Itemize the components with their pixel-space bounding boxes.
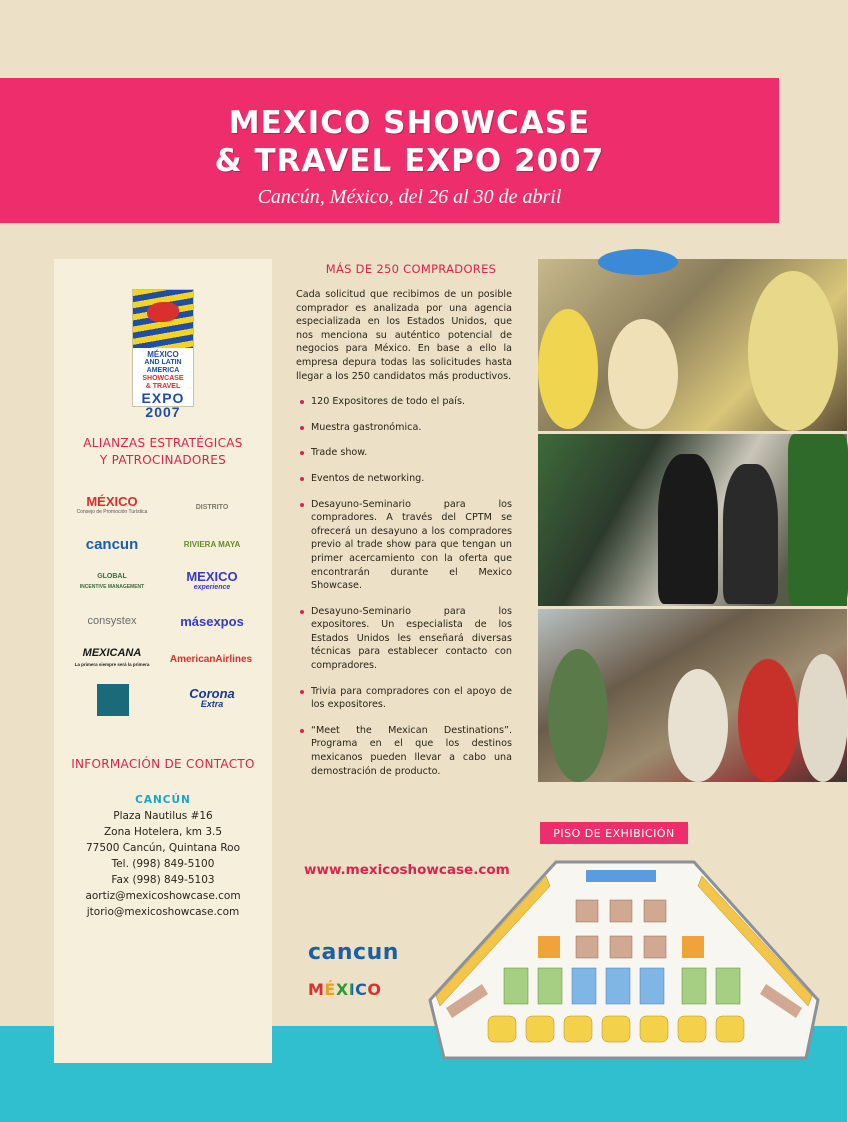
expo-logo-waves [133,290,193,348]
photo-figure [668,669,728,782]
sponsor-name: DISTRITO [195,503,229,511]
list-item: “Meet the Mexican Destinations”. Programa en el que los destinos mexicanos pueden llevar a cabo una demostración de producto. [296,724,512,778]
expo-logo-text: MÉXICO [147,350,179,359]
sidebar-panel [54,259,272,1063]
booth [602,1016,630,1042]
expo-logo-text: SHOWCASE [142,375,184,382]
booth [682,968,706,1004]
booth [576,936,598,958]
photo-figure [608,319,678,429]
booth [488,1016,516,1042]
expo-photo-presentation [538,434,847,606]
expo-photo-crowd [538,609,847,782]
cancun-logo [308,940,399,965]
list-item: Desayuno-Seminario para los compradores. A través del CPTM se ofrecerá un desayuno a los compradores previo al trade show para que tengan un primer acercamiento con la oferta que encontrarán durante el Mexico Showcase. [296,498,512,593]
sponsor-sub: experience [193,584,231,591]
sponsor-sub: La primera siempre será la primera [74,662,150,667]
sponsor-name: MEXICANA [82,647,142,659]
photo-figure [723,464,778,604]
alliances-heading-line: Y PATROCINADORES [99,453,227,467]
banner-title-line2: & TRAVEL EXPO 2007 [214,143,605,179]
expo-logo-text: AND LATIN AMERICA [144,359,182,374]
photo-plant [788,434,848,606]
booth [538,936,560,958]
sponsor-logo [172,606,252,636]
contact-fax: Fax (998) 849-5103 [111,874,215,886]
booth [682,936,704,958]
sponsor-name: MÉXICO [86,494,138,509]
mexico-logo-text: MÉXICO [308,980,382,999]
sponsor-logo [172,492,252,522]
booth [644,900,666,922]
list-item: Trivia para compradores con el apoyo de los expositores. [296,685,512,712]
booth-group [488,1016,744,1042]
website-link[interactable]: www.mexicoshowcase.com [304,862,510,878]
photo-figure [658,454,718,604]
booth [526,1016,554,1042]
floor-plan-diagram [426,856,823,1068]
sponsor-logo [172,567,252,597]
alliances-heading-line: ALIANZAS ESTRATÉGICAS [83,436,243,450]
contact-address: Zona Hotelera, km 3.5 [103,826,223,838]
mexico-logo [308,980,381,999]
sponsor-logo [172,529,252,559]
main-column [296,259,512,790]
photo-figure [738,659,798,782]
sponsor-name: másexpos [180,613,244,629]
sponsor-logo [172,684,252,714]
sponsor-name: RIVIERA MAYA [183,539,241,549]
contact-city: CANCÚN [135,794,191,806]
booth [504,968,528,1004]
sponsor-logo [97,684,129,716]
list-item: Trade show. [296,446,512,460]
sponsor-logo [72,644,152,674]
expo-logo-text: 2007 [145,404,181,420]
sponsor-name: AmericanAirlines [169,653,253,665]
sponsor-logo [72,529,152,559]
contact-email[interactable]: jtorio@mexicoshowcase.com [86,906,240,918]
booth [610,900,632,922]
title-banner [0,78,779,223]
sponsor-logo [164,644,258,674]
banner-title-line1: MEXICO SHOWCASE [228,105,591,141]
booth [640,968,664,1004]
sponsor-name: MEXICO [186,569,238,584]
list-item: 120 Expositores de todo el país. [296,395,512,409]
contact-info [54,792,272,920]
booth [564,1016,592,1042]
photo-figure [538,309,598,429]
contact-address: Plaza Nautilus #16 [113,810,213,822]
booth [640,1016,668,1042]
sponsor-logo [72,492,152,522]
booth [606,968,630,1004]
sponsor-name: GLOBAL [97,573,127,580]
floor-plan-label: PISO DE EXHIBICIÓN [540,822,688,844]
sponsor-name: cancun [85,535,139,553]
sponsor-name: consystex [87,614,137,627]
photo-figure [798,654,848,782]
booth [716,1016,744,1042]
booth [678,1016,706,1042]
sponsor-sub: Consejo de Promoción Turística [76,509,148,515]
booth [538,968,562,1004]
list-item: Muestra gastronómica. [296,421,512,435]
booth [644,936,666,958]
buyers-heading: MÁS DE 250 COMPRADORES [325,262,497,276]
intro-paragraph: Cada solicitud que recibimos de un posible comprador es analizada por una agencia especializada en los Estados Unidos, que nos menciona su auténtico potencial de negocios para México. En base a ello la empresa depura todas las solicitudes hasta llegar a los 250 candidatos más productivos. [296,289,512,382]
sponsor-name: Corona [189,686,235,701]
banner-subtitle: Cancún, México, del 26 al 30 de abril [257,186,562,208]
photo-figure [548,649,608,782]
list-item: Desayuno-Seminario para los expositores. Un especialista de los Estados Unidos les enseñará diversas técnicas para establecer contacto con compradores. [296,605,512,673]
contact-heading: INFORMACIÓN DE CONTACTO [71,757,255,771]
expo-logo-text: & TRAVEL [145,383,181,390]
contact-email[interactable]: aortiz@mexicoshowcase.com [85,890,241,902]
expo-logo [132,289,194,420]
photo-balloon [598,249,678,275]
sponsor-sub: INCENTIVE MANAGEMENT [79,584,145,590]
expo-logo-text: EXPO [141,390,185,406]
alliances-heading [54,435,272,469]
booth [610,936,632,958]
contact-phone: Tel. (998) 849-5100 [111,858,215,870]
booth-group [572,968,664,1004]
sponsor-logo [72,567,152,597]
cancun-logo-text: cancun [308,940,399,965]
booth [576,900,598,922]
booth [572,968,596,1004]
sponsor-sub: Extra [200,699,224,709]
list-item: Eventos de networking. [296,472,512,486]
photo-figure [748,271,838,431]
booth [716,968,740,1004]
contact-address: 77500 Cancún, Quintana Roo [85,842,241,854]
feature-list [296,395,512,778]
stage-area [586,870,656,882]
dolphin-icon [147,302,179,322]
expo-photo-booth [538,259,847,431]
sponsor-logo [72,606,152,636]
